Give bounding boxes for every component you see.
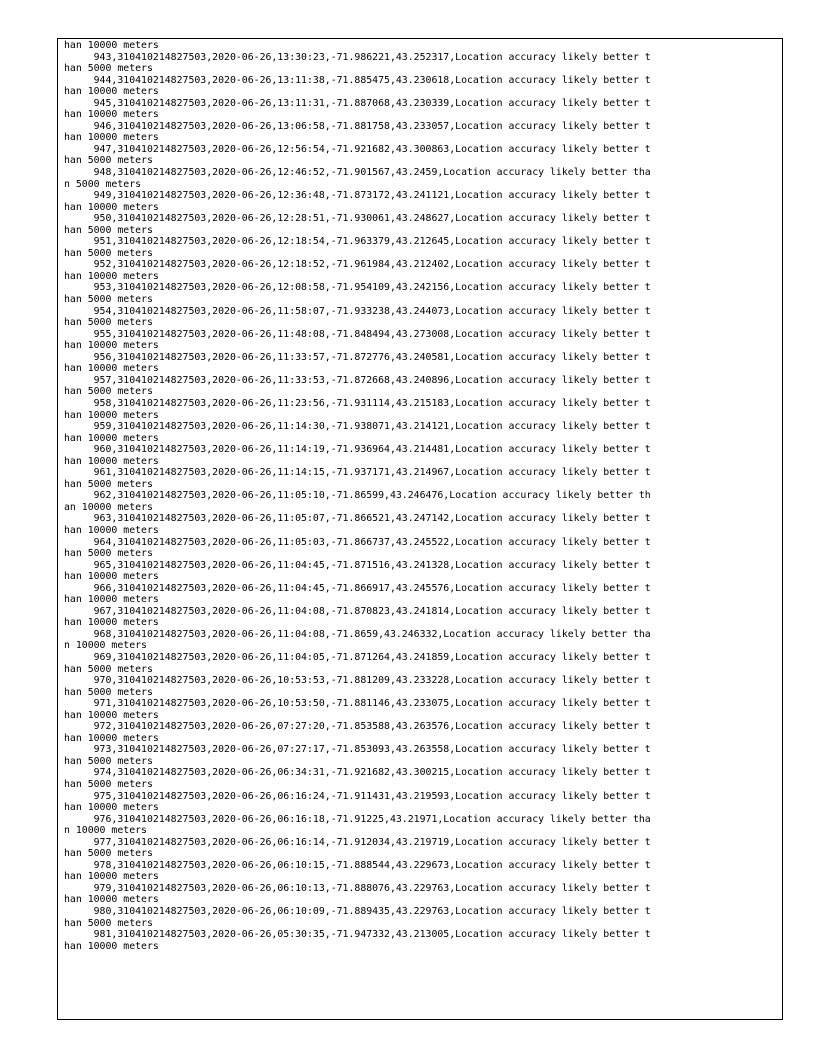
log-line: 954,310410214827503,2020-06-26,11:58:07,-71.933238,43.244073,Location accuracy likely better t xyxy=(64,305,651,317)
log-line: 977,310410214827503,2020-06-26,06:16:14,-71.912034,43.219719,Location accuracy likely better t xyxy=(64,836,651,848)
log-line: han 10000 meters xyxy=(64,363,159,375)
log-line: 969,310410214827503,2020-06-26,11:04:05,-71.871264,43.241859,Location accuracy likely better t xyxy=(64,651,651,663)
log-line: han 10000 meters xyxy=(64,709,159,721)
log-line: 967,310410214827503,2020-06-26,11:04:08,-71.870823,43.241814,Location accuracy likely better t xyxy=(64,605,651,617)
log-line: 979,310410214827503,2020-06-26,06:10:13,-71.888076,43.229763,Location accuracy likely better t xyxy=(64,882,651,894)
log-line: n 5000 meters xyxy=(64,178,142,190)
log-line: n 10000 meters xyxy=(64,825,147,837)
log-line: 958,310410214827503,2020-06-26,11:23:56,-71.931114,43.215183,Location accuracy likely better t xyxy=(64,397,651,409)
log-line: 972,310410214827503,2020-06-26,07:27:20,-71.853588,43.263576,Location accuracy likely better t xyxy=(64,721,651,733)
log-line: 952,310410214827503,2020-06-26,12:18:52,-71.961984,43.212402,Location accuracy likely better t xyxy=(64,259,651,271)
log-line: han 10000 meters xyxy=(64,894,159,906)
log-line: han 10000 meters xyxy=(64,340,159,352)
log-line: han 10000 meters xyxy=(64,40,159,51)
log-line: han 10000 meters xyxy=(64,432,159,444)
log-line: 956,310410214827503,2020-06-26,11:33:57,-71.872776,43.240581,Location accuracy likely better t xyxy=(64,351,651,363)
log-line: 948,310410214827503,2020-06-26,12:46:52,-71.901567,43.2459,Location accuracy likely better tha xyxy=(64,167,651,179)
log-line: han 10000 meters xyxy=(64,594,159,606)
log-line: han 10000 meters xyxy=(64,132,159,144)
log-line: han 10000 meters xyxy=(64,871,159,883)
log-line: han 10000 meters xyxy=(64,617,159,629)
log-line: han 10000 meters xyxy=(64,409,159,421)
log-line: han 5000 meters xyxy=(64,155,153,167)
log-line: 959,310410214827503,2020-06-26,11:14:30,-71.938071,43.214121,Location accuracy likely better t xyxy=(64,421,651,433)
log-line: 944,310410214827503,2020-06-26,13:11:38,-71.885475,43.230618,Location accuracy likely better t xyxy=(64,74,651,86)
log-line: han 5000 meters xyxy=(64,686,153,698)
log-line: han 10000 meters xyxy=(64,86,159,98)
log-line: han 5000 meters xyxy=(64,478,153,490)
log-line: 965,310410214827503,2020-06-26,11:04:45,-71.871516,43.241328,Location accuracy likely better t xyxy=(64,559,651,571)
log-line: 970,310410214827503,2020-06-26,10:53:53,-71.881209,43.233228,Location accuracy likely better t xyxy=(64,675,651,687)
log-line: han 5000 meters xyxy=(64,779,153,790)
log-line: 961,310410214827503,2020-06-26,11:14:15,-71.937171,43.214967,Location accuracy likely better t xyxy=(64,467,651,479)
log-line: han 5000 meters xyxy=(64,247,153,259)
log-line: han 10000 meters xyxy=(64,109,159,121)
log-line: 950,310410214827503,2020-06-26,12:28:51,-71.930061,43.248627,Location accuracy likely better t xyxy=(64,213,651,225)
log-line: han 5000 meters xyxy=(64,917,153,929)
log-line: 971,310410214827503,2020-06-26,10:53:50,-71.881146,43.233075,Location accuracy likely better t xyxy=(64,698,651,710)
log-line: 974,310410214827503,2020-06-26,06:34:31,-71.921682,43.300215,Location accuracy likely better t xyxy=(64,767,651,779)
log-line: 963,310410214827503,2020-06-26,11:05:07,-71.866521,43.247142,Location accuracy likely better t xyxy=(64,513,651,525)
log-line: han 10000 meters xyxy=(64,270,159,282)
log-line: han 5000 meters xyxy=(64,848,153,860)
log-line: han 5000 meters xyxy=(64,548,153,560)
log-line: 962,310410214827503,2020-06-26,11:05:10,-71.86599,43.246476,Location accuracy likely better th xyxy=(64,490,651,502)
log-line: 980,310410214827503,2020-06-26,06:10:09,-71.889435,43.229763,Location accuracy likely better t xyxy=(64,906,651,918)
log-line: han 5000 meters xyxy=(64,663,153,675)
log-line: han 10000 meters xyxy=(64,940,159,952)
log-line: 951,310410214827503,2020-06-26,12:18:54,-71.963379,43.212645,Location accuracy likely better t xyxy=(64,236,651,248)
log-line: han 5000 meters xyxy=(64,224,153,236)
log-line: 947,310410214827503,2020-06-26,12:56:54,-71.921682,43.300863,Location accuracy likely better t xyxy=(64,143,651,155)
log-line: 946,310410214827503,2020-06-26,13:06:58,-71.881758,43.233057,Location accuracy likely better t xyxy=(64,120,651,132)
log-text-block xyxy=(58,39,782,952)
log-line: han 5000 meters xyxy=(64,294,153,306)
log-line: 945,310410214827503,2020-06-26,13:11:31,-71.887068,43.230339,Location accuracy likely better t xyxy=(64,97,651,109)
log-line: han 10000 meters xyxy=(64,455,159,467)
log-line: han 10000 meters xyxy=(64,571,159,583)
log-line: 975,310410214827503,2020-06-26,06:16:24,-71.911431,43.219593,Location accuracy likely better t xyxy=(64,790,651,802)
log-line: 943,310410214827503,2020-06-26,13:30:23,-71.986221,43.252317,Location accuracy likely better t xyxy=(64,51,651,63)
log-line: han 10000 meters xyxy=(64,732,159,744)
log-line: 960,310410214827503,2020-06-26,11:14:19,-71.936964,43.214481,Location accuracy likely better t xyxy=(64,444,651,456)
log-line: 968,310410214827503,2020-06-26,11:04:08,-71.8659,43.246332,Location accuracy likely better tha xyxy=(64,628,651,640)
document-frame xyxy=(57,38,783,1020)
log-line: 957,310410214827503,2020-06-26,11:33:53,-71.872668,43.240896,Location accuracy likely better t xyxy=(64,374,651,386)
log-line: han 10000 meters xyxy=(64,802,159,814)
log-line: 949,310410214827503,2020-06-26,12:36:48,-71.873172,43.241121,Location accuracy likely better t xyxy=(64,190,651,202)
log-line: 973,310410214827503,2020-06-26,07:27:17,-71.853093,43.263558,Location accuracy likely better t xyxy=(64,744,651,756)
log-line: 981,310410214827503,2020-06-26,05:30:35,-71.947332,43.213005,Location accuracy likely better t xyxy=(64,929,651,941)
log-line: an 10000 meters xyxy=(64,501,153,513)
log-line: 976,310410214827503,2020-06-26,06:16:18,-71.91225,43.21971,Location accuracy likely better tha xyxy=(64,813,651,825)
log-line: han 5000 meters xyxy=(64,317,153,329)
log-line: 964,310410214827503,2020-06-26,11:05:03,-71.866737,43.245522,Location accuracy likely better t xyxy=(64,536,651,548)
log-line: han 10000 meters xyxy=(64,201,159,213)
log-line: 953,310410214827503,2020-06-26,12:08:58,-71.954109,43.242156,Location accuracy likely better t xyxy=(64,282,651,294)
log-line: han 5000 meters xyxy=(64,755,153,767)
log-line: han 5000 meters xyxy=(64,386,153,398)
log-line: han 10000 meters xyxy=(64,524,159,536)
log-line: n 10000 meters xyxy=(64,640,147,652)
log-line: 978,310410214827503,2020-06-26,06:10:15,-71.888544,43.229673,Location accuracy likely better t xyxy=(64,859,651,871)
log-line: han 5000 meters xyxy=(64,63,153,75)
log-line: 966,310410214827503,2020-06-26,11:04:45,-71.866917,43.245576,Location accuracy likely better t xyxy=(64,582,651,594)
log-line: 955,310410214827503,2020-06-26,11:48:08,-71.848494,43.273008,Location accuracy likely better t xyxy=(64,328,651,340)
